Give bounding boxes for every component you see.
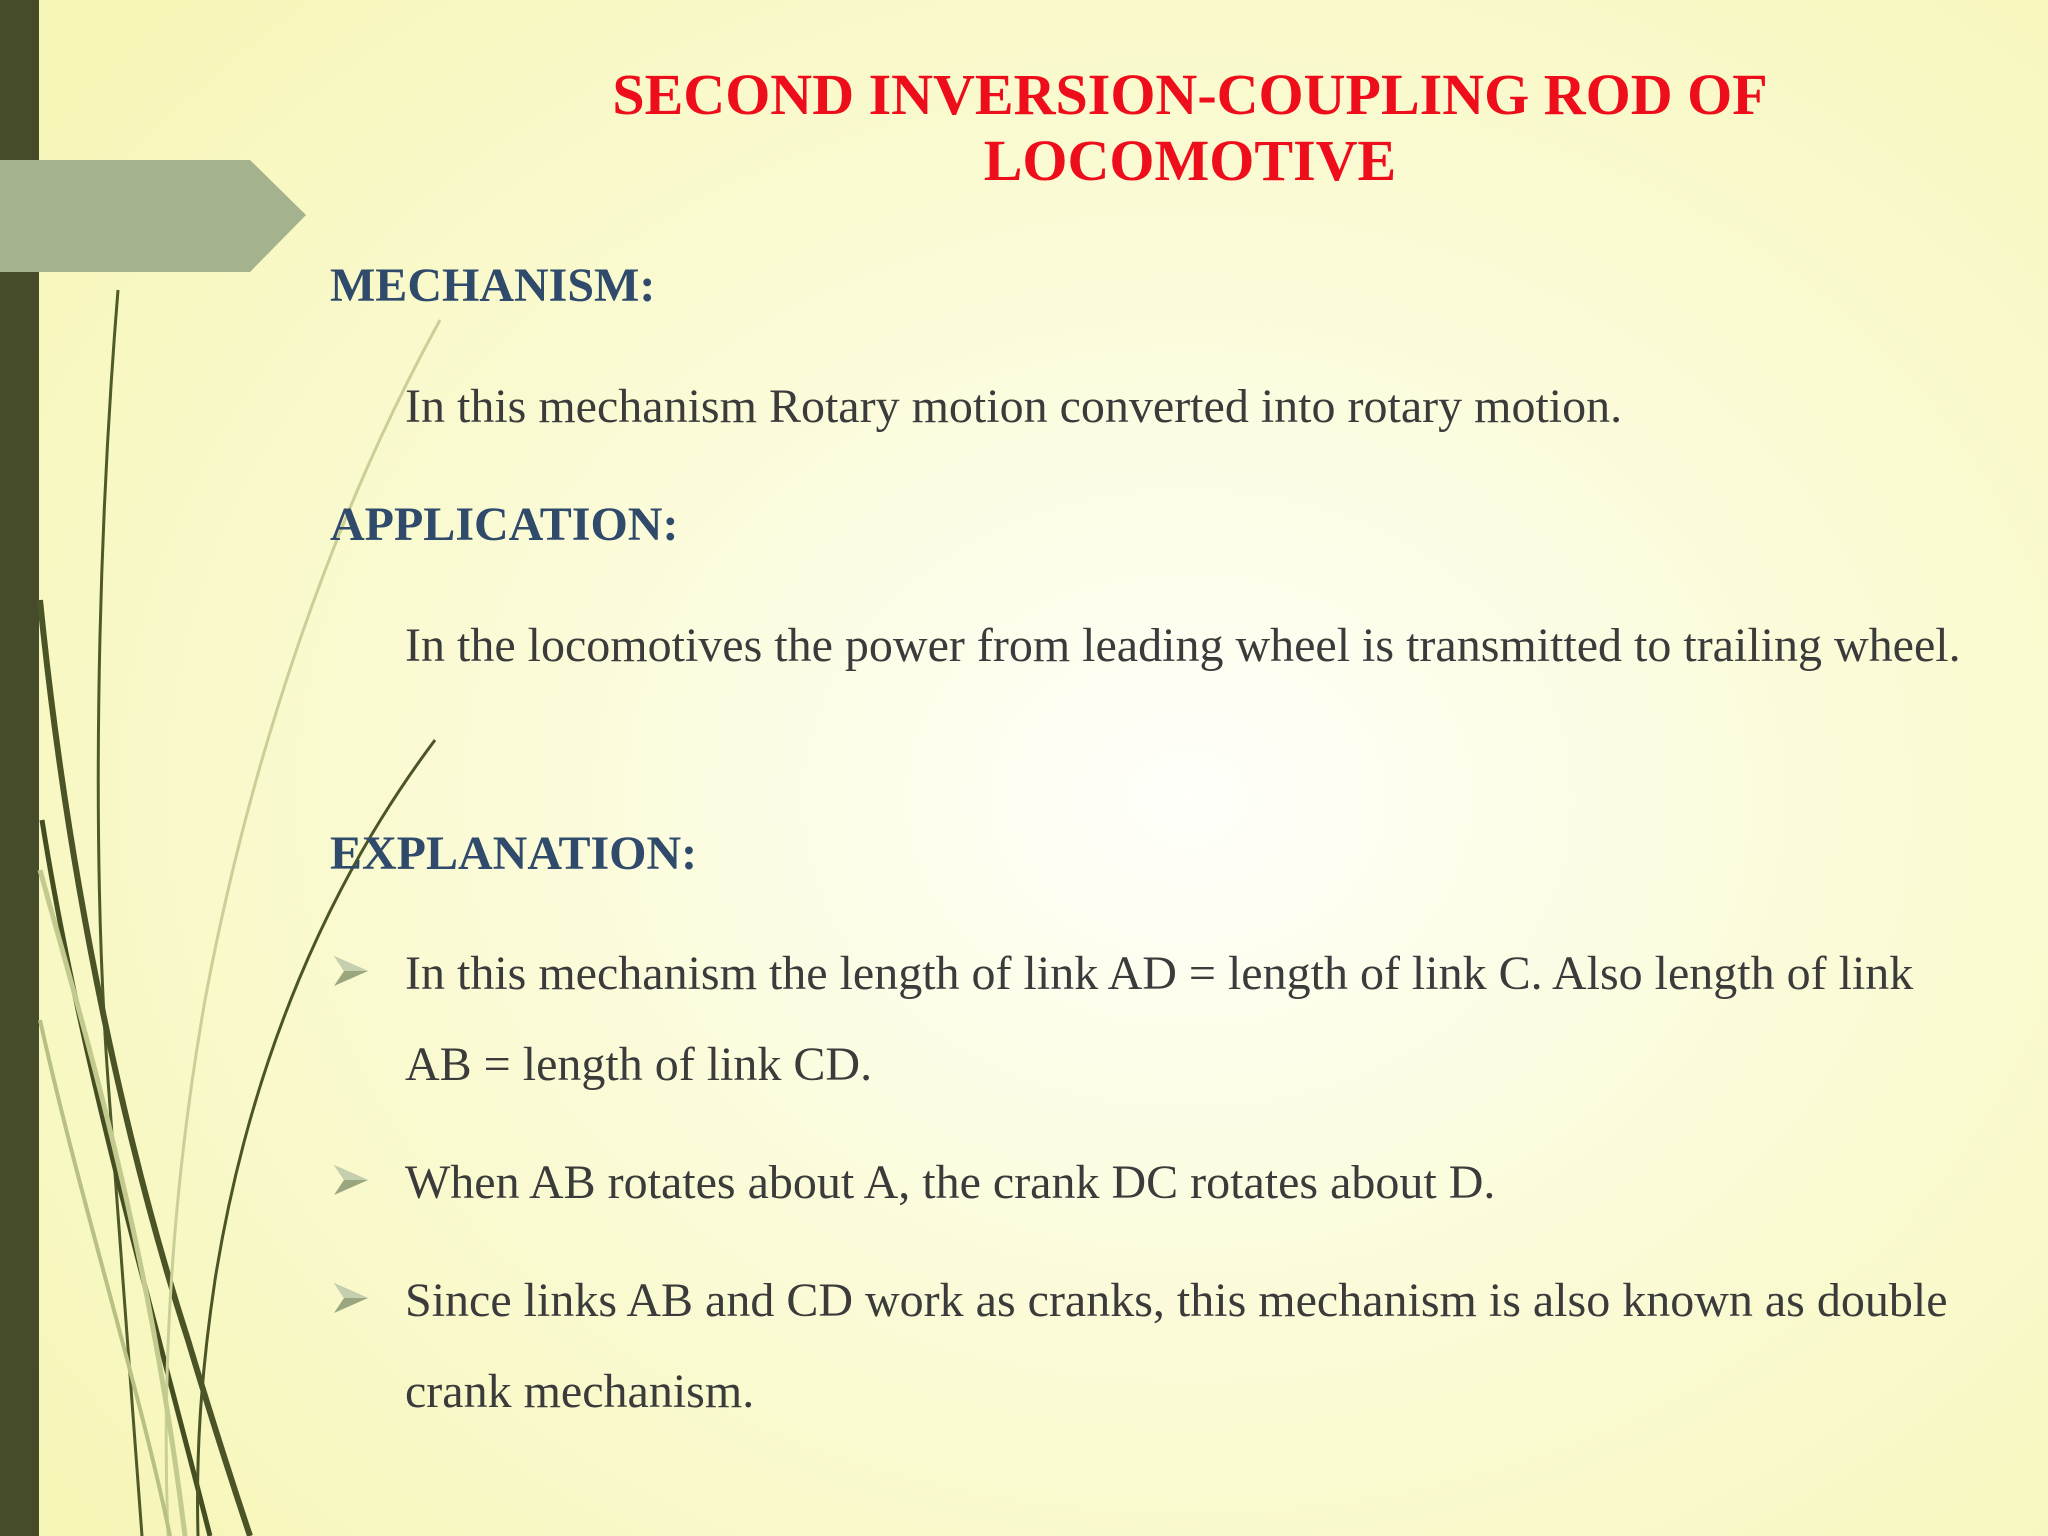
explanation-bullet-text: When AB rotates about A, the crank DC rotates about D.	[405, 1156, 1496, 1209]
explanation-bullet	[330, 1137, 1970, 1228]
slide-title-line-1: SECOND INVERSION-COUPLING ROD OF	[612, 62, 1768, 127]
explanation-heading: EXPLANATION:	[330, 827, 698, 880]
slide-title-line-2: LOCOMOTIVE	[983, 128, 1397, 193]
mechanism-heading: MECHANISM:	[330, 259, 656, 312]
application-heading: APPLICATION:	[330, 498, 679, 551]
slide-title	[480, 62, 1900, 194]
arrowhead-bullet-icon	[332, 1281, 370, 1315]
explanation-bullet	[330, 1255, 1970, 1437]
application-text: In the locomotives the power from leading wheel is transmitted to trailing wheel.	[405, 619, 1961, 672]
arrowhead-bullet-icon	[332, 954, 370, 988]
explanation-bullet-text: In this mechanism the length of link AD = length of link C. Also length of link AB = length of link CD.	[405, 947, 1914, 1091]
mechanism-text: In this mechanism Rotary motion converted into rotary motion.	[405, 380, 1623, 433]
explanation-bullet	[330, 928, 1970, 1110]
explanation-bullet-text: Since links AB and CD work as cranks, this mechanism is also known as double crank mechanism.	[405, 1274, 1948, 1418]
title-tab-arrow-shape	[0, 160, 310, 274]
arrowhead-bullet-icon	[332, 1163, 370, 1197]
